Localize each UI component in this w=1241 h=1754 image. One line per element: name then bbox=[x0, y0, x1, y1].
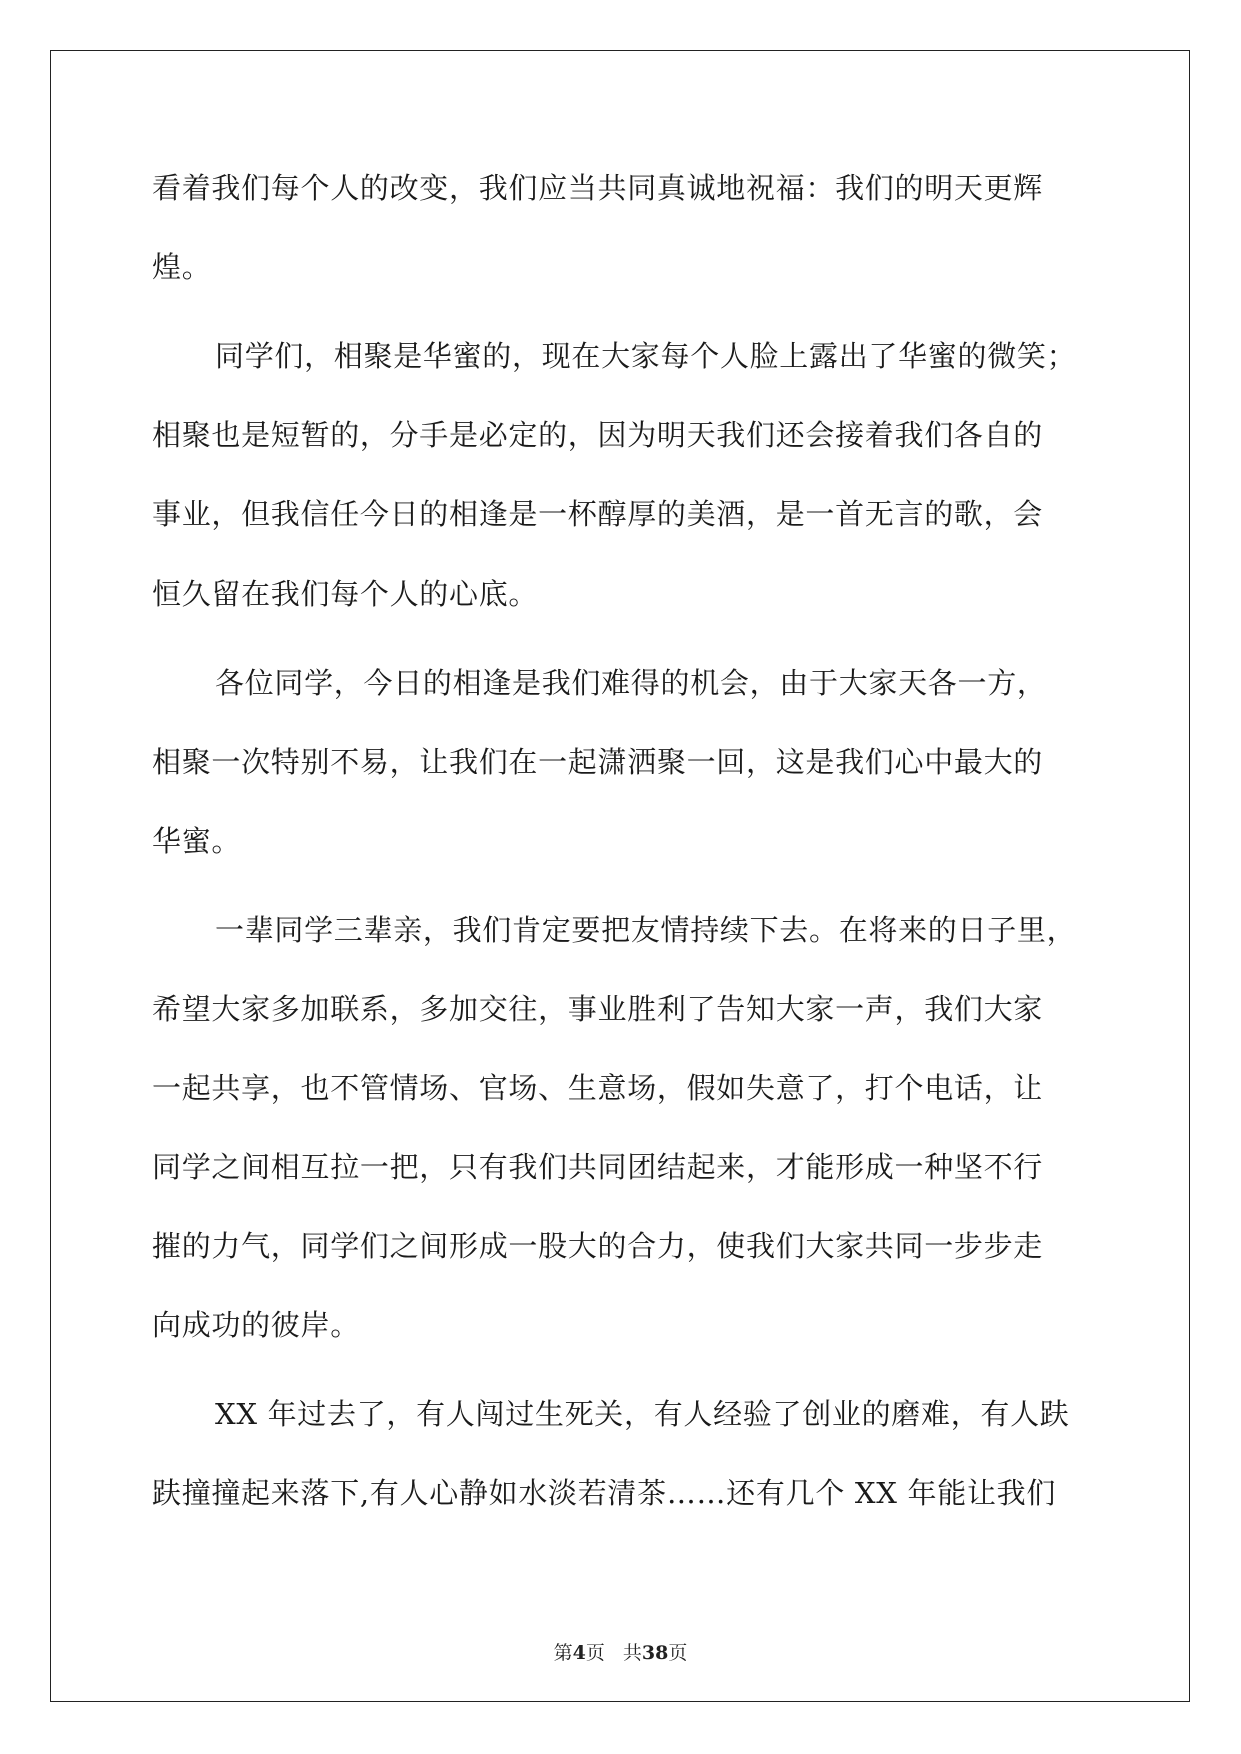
page-footer bbox=[0, 1641, 1241, 1665]
total-suffix: 页 bbox=[668, 1642, 688, 1664]
paragraph-first-line: 一辈同学三辈亲，我们肯定要把友情持续下去。在将来的日子里， bbox=[215, 913, 1077, 947]
text-line: 相聚也是短暂的，分手是必定的，因为明天我们还会接着我们各自的 bbox=[152, 418, 1044, 452]
text-line: 摧的力气，同学们之间形成一股大的合力，使我们大家共同一步步走 bbox=[152, 1229, 1044, 1263]
text-line: 事业，但我信任今日的相逢是一杯醇厚的美酒，是一首无言的歌，会 bbox=[152, 497, 1044, 531]
text-line: 煌。 bbox=[152, 250, 212, 284]
text-line: 相聚一次特别不易，让我们在一起潇洒聚一回，这是我们心中最大的 bbox=[152, 745, 1044, 779]
text-line: 向成功的彼岸。 bbox=[152, 1308, 360, 1342]
paragraph-first-line: 同学们，相聚是华蜜的，现在大家每个人脸上露出了华蜜的微笑； bbox=[215, 339, 1077, 373]
paragraph-first-line: XX 年过去了，有人闯过生死关，有人经验了创业的磨难，有人趺 bbox=[215, 1397, 1070, 1431]
page-number: 4 bbox=[572, 1642, 586, 1664]
page-suffix: 页 bbox=[585, 1642, 605, 1664]
text-line: 同学之间相互拉一把，只有我们共同团结起来，才能形成一种坚不行 bbox=[152, 1150, 1044, 1184]
page-prefix: 第 bbox=[553, 1642, 573, 1664]
total-pages: 38 bbox=[641, 1642, 669, 1664]
text-line: 恒久留在我们每个人的心底。 bbox=[152, 577, 539, 611]
text-line: 看着我们每个人的改变，我们应当共同真诚地祝福：我们的明天更辉 bbox=[152, 171, 1044, 205]
text-line: 一起共享，也不管情场、官场、生意场，假如失意了，打个电话，让 bbox=[152, 1071, 1044, 1105]
text-line: 希望大家多加联系，多加交往，事业胜利了告知大家一声，我们大家 bbox=[152, 992, 1044, 1026]
page-border bbox=[50, 50, 1190, 1702]
paragraph-first-line: 各位同学，今日的相逢是我们难得的机会，由于大家天各一方， bbox=[215, 666, 1047, 700]
text-line: 华蜜。 bbox=[152, 824, 242, 858]
total-prefix: 共 bbox=[622, 1642, 642, 1664]
text-line: 趺撞撞起来落下,有人心静如水淡若清茶……还有几个 XX 年能让我们 bbox=[152, 1476, 1057, 1510]
